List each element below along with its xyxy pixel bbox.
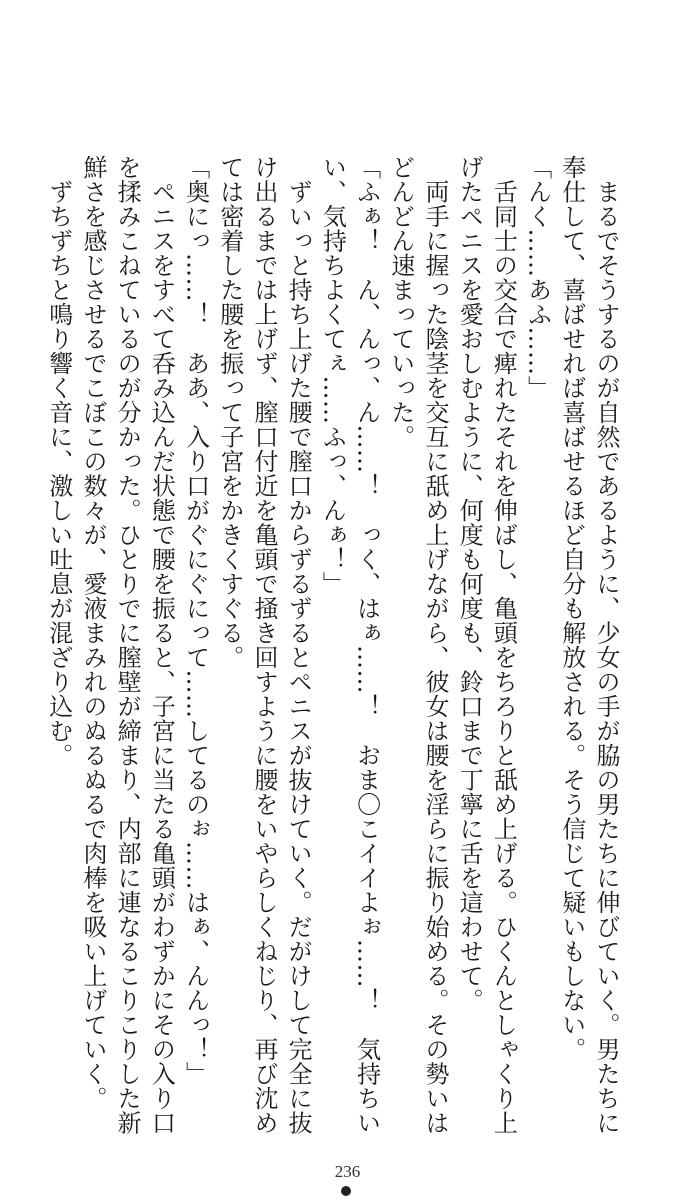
text-line: 奉仕して、喜ばせれば喜ばせるほど自分も解放される。そう信じて疑いもしない。 [557, 155, 586, 1062]
text-line: 両手に握った陰茎を交互に舐め上げながら、彼女は腰を淫らに振り始める。その勢いは [420, 155, 449, 1135]
text-line: 舌同士の交合で痺れたそれを伸ばし、亀頭をちろりと舐め上げる。ひくんとしゃくり上 [489, 155, 518, 1135]
text-line: ペニスをすべて呑み込んだ状態で腰を振ると、子宮に当たる亀頭がわずかにその入り口 [147, 155, 176, 1135]
text-line: どんどん速まっていった。 [386, 155, 415, 449]
text-line: 鮮さを感じさせるでこぼこの数々が、愛液まみれのぬるぬるで肉棒を吸い上げていく。 [78, 155, 107, 1111]
page-marker-dot [341, 1186, 351, 1196]
page-number: 236 [334, 1162, 361, 1181]
text-line: げたペニスを愛おしむように、何度も何度も、鈴口まで丁寧に舌を這わせて。 [455, 155, 484, 1013]
body-text [42, 155, 623, 1135]
text-line: ては密着した腰を振って子宮をかきくすぐる。 [215, 155, 244, 670]
text-line: 「奥にっ……！ ああ、入り口がぐにぐにって……してるのぉ……はぁ、んんっ！」 [181, 155, 210, 1086]
text-line: ずいっと持ち上げた腰で膣口からずるずるとペニスが抜けていく。だがけして完全に抜 [284, 155, 313, 1135]
text-line: を揉みこねているのが分かった。ひとりでに膣壁が締まり、内部に連なるこりこりした新 [113, 155, 142, 1135]
text-line: 「んく……あふ……」 [523, 155, 552, 400]
text-line: 「ふぁ！ ん、んっ、ん……！ っく、はぁ……！ おま〇こイイよぉ……！ 気持ちい [352, 155, 381, 1135]
text-line: い、気持ちよくてぇ……ふっ、んぁ！」 [318, 155, 347, 596]
text-line: け出るまでは上げず、膣口付近を亀頭で掻き回すように腰をいやらしくねじり、再び沈め [249, 155, 278, 1135]
text-line: まるでそうするのが自然であるように、少女の手が脇の男たちに伸びていく。男たちに [592, 155, 620, 1135]
text-line: ずちずちと鳴り響く音に、激しい吐息が混ざり込む。 [44, 155, 73, 768]
